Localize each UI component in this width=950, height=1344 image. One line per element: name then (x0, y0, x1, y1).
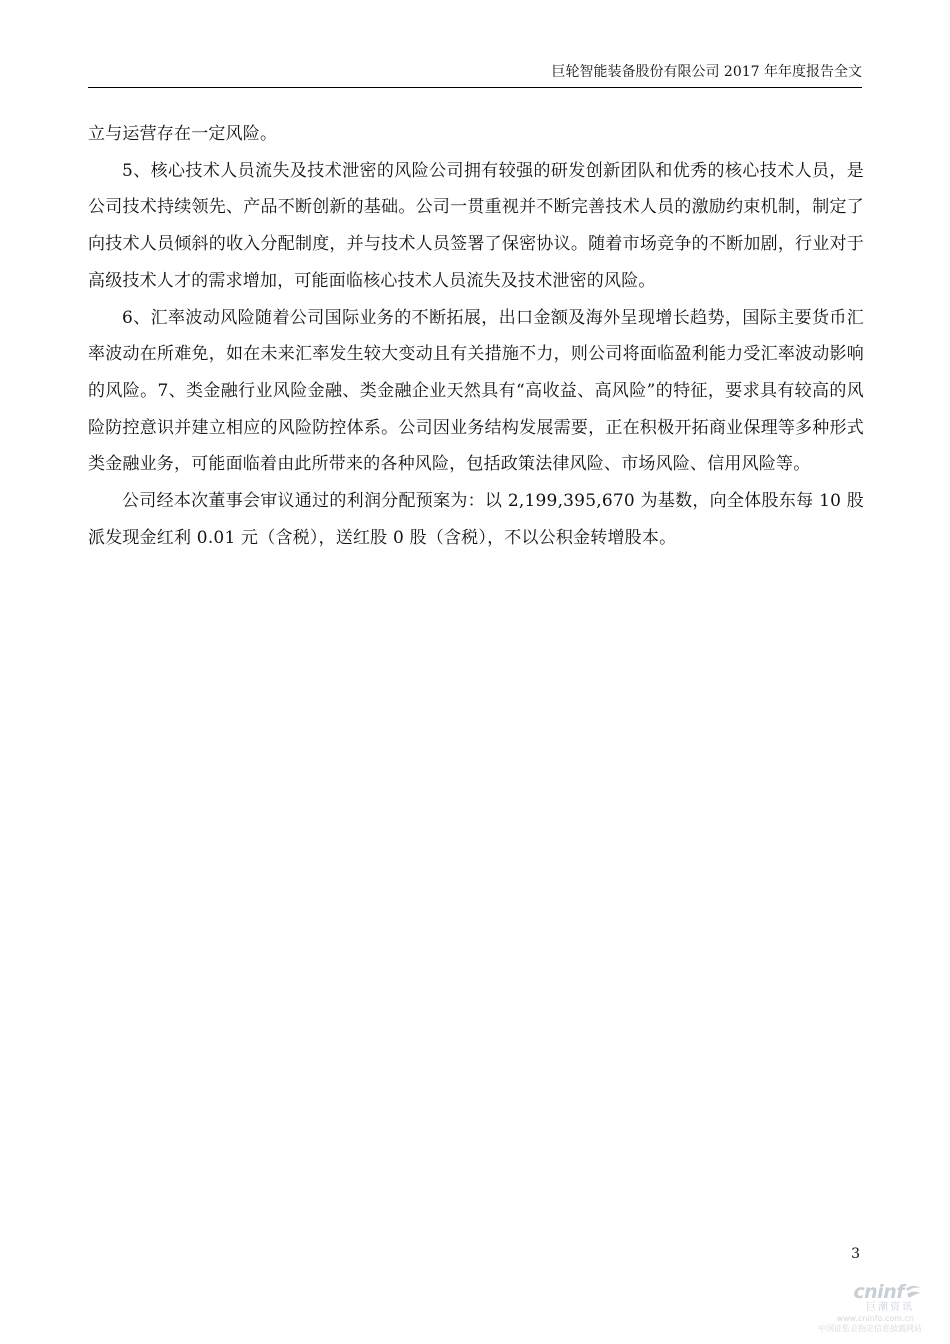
logo-url: www.cninfo.com.cn (836, 1314, 914, 1323)
page-header (88, 62, 862, 82)
cninfo-watermark-logo (802, 1282, 922, 1340)
paragraph-tech-staff-risk: 5、核心技术人员流失及技术泄密的风险公司拥有较强的研发创新团队和优秀的核心技术人员，是公司技术持续领先、产品不断创新的基础。公司一贯重视并不断完善技术人员的激励约束机制，制定了向技术人员倾斜的收入分配制度，并与技术人员签署了保密协议。随着市场竞争的不断加剧，行业对于高级技术人才的需求增加，可能面临核心技术人员流失及技术泄密的风险。 (88, 160, 864, 291)
logo-brand-cn: 巨潮资讯 (866, 1302, 914, 1313)
logo-brand: cninf (853, 1281, 904, 1303)
swoosh-icon (904, 1284, 922, 1300)
paragraph-profit-distribution: 公司经本次董事会审议通过的利润分配预案为：以 2,199,395,670 为基数，向全体股东每 10 股派发现金红利 0.01 元（含税），送红股 0 股（含税），不以公积金转增股本。 (88, 491, 864, 548)
logo-org: 中国证监会指定信息披露网站 (818, 1324, 922, 1333)
paragraph-exchange-rate-risk: 6、汇率波动风险随着公司国际业务的不断拓展，出口金额及海外呈现增长趋势，国际主要货币汇率波动在所难免，如在未来汇率发生较大变动且有关措施不力，则公司将面临盈利能力受汇率波动影响的风险。7、类金融行业风险金融、类金融企业天然具有“高收益、高风险”的特征，要求具有较高的风险防控意识并建立相应的风险防控体系。公司因业务结构发展需要，正在积极开拓商业保理等多种形式类金融业务，可能面临着由此所带来的各种风险，包括政策法律风险、市场风险、信用风险等。 (88, 307, 864, 475)
document-body (88, 116, 864, 556)
header-divider (88, 87, 862, 88)
report-title: 巨轮智能装备股份有限公司 2017 年年度报告全文 (551, 64, 862, 80)
page-number: 3 (851, 1246, 860, 1262)
paragraph-continuation: 立与运营存在一定风险。 (88, 124, 278, 144)
